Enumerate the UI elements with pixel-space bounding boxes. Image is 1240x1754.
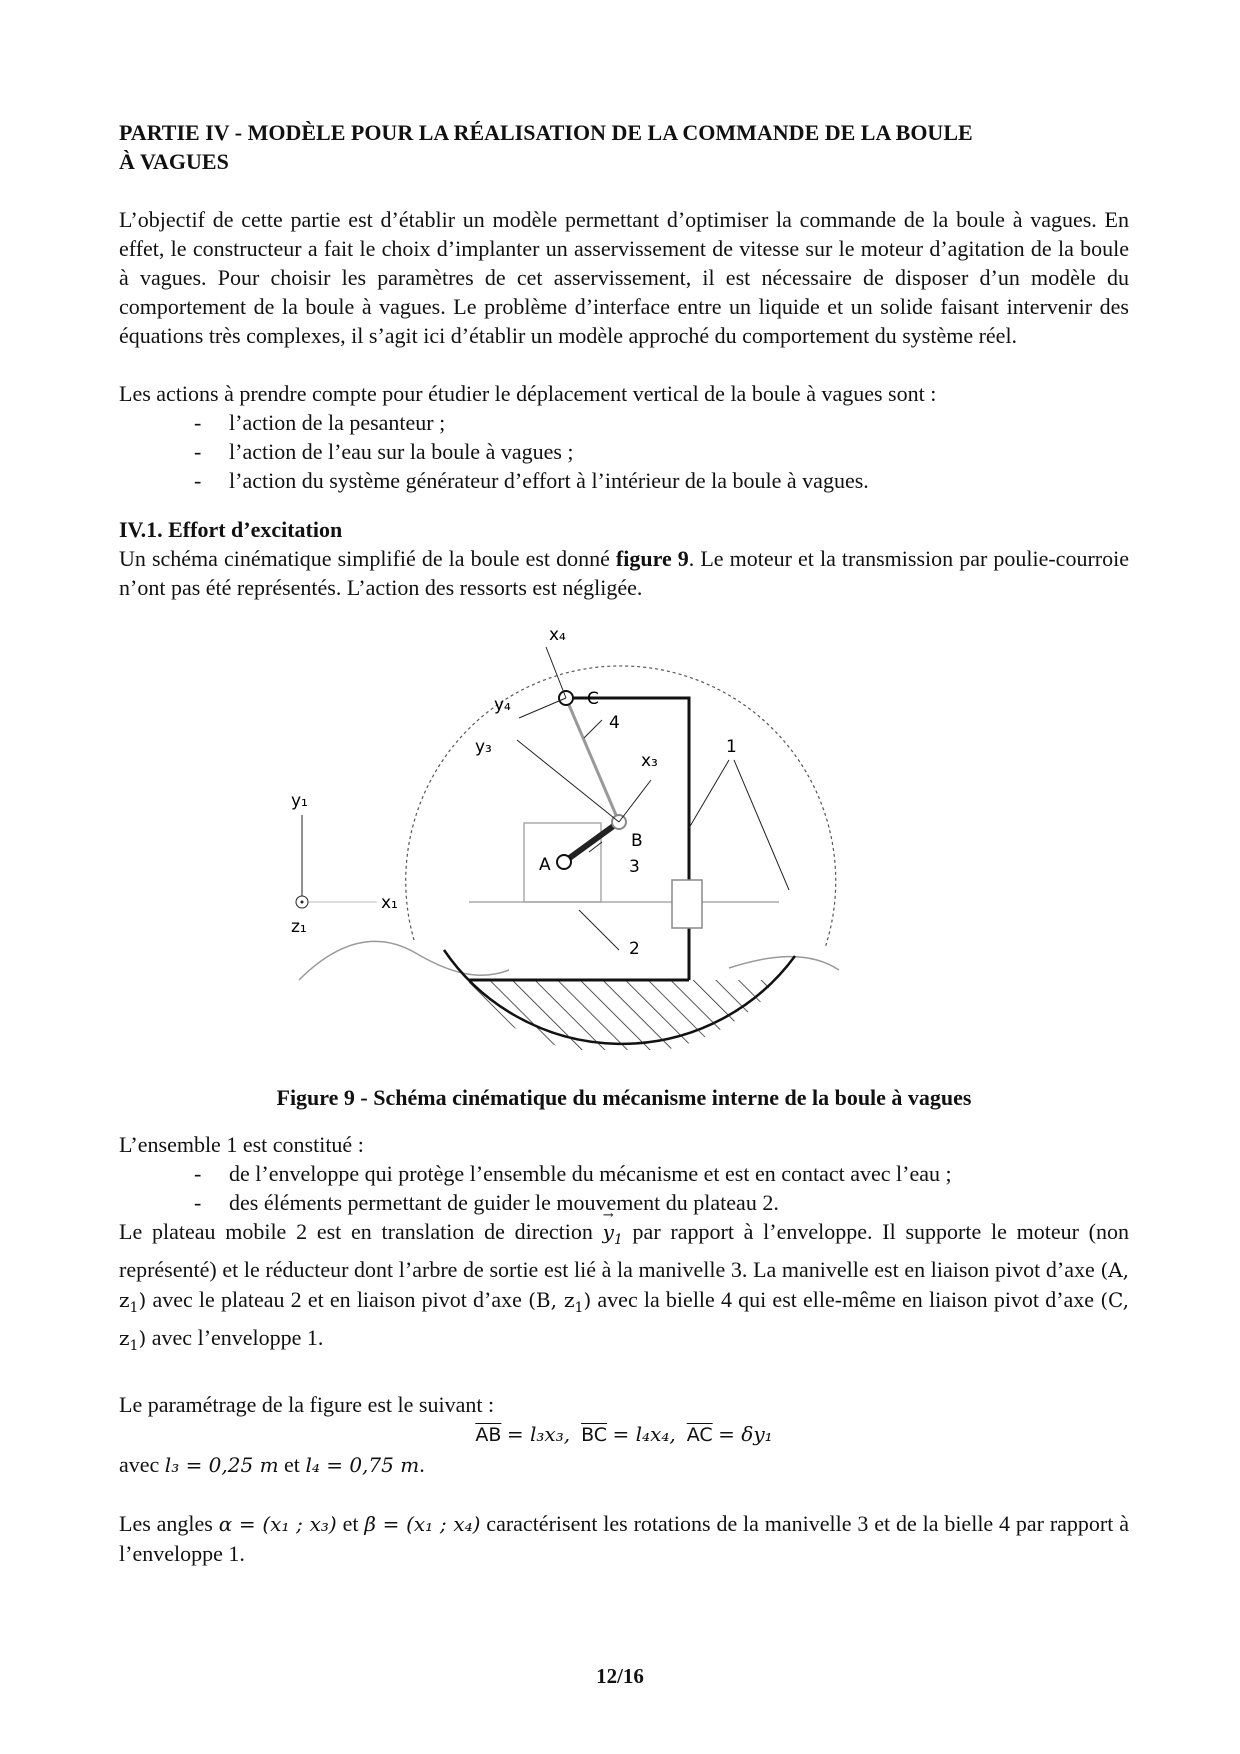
label-C: C: [587, 689, 599, 709]
intro-paragraph: L’objectif de cette partie est d’établir un modèle permettant d’optimiser la commande de la boule à vagues. En effet, le constructeur a fait le choix d’implanter un asservissement de vitesse sur le moteur d’agitation de la boule à vagues. Pour choisir les paramètres de cet asservissement, il est nécessaire de disposer d’un modèle du comportement de la boule à vagues. Le problème d’interface entre un liquide et un solide faisant intervenir des équations très complexes, il s’agit ici d’établir un modèle approché du comportement du système réel.: [119, 207, 1129, 348]
page-title: [119, 118, 1129, 176]
list-item: - de l’enveloppe qui protège l’ensemble du mécanisme et est en contact avec l’eau ;: [119, 1159, 1129, 1188]
section-text-b: . Le moteur et la transmission par poulie-courroie n’ont pas été représentés. L’action des ressorts est négligée.: [119, 546, 1129, 600]
label-1: 1: [726, 737, 737, 757]
list-item: - l’action de l’eau sur la boule à vagues ;: [119, 437, 1129, 466]
ensemble-list: [119, 1159, 1129, 1217]
ensemble-intro: L’ensemble 1 est constitué :: [119, 1132, 364, 1157]
envelope-dotted: [406, 666, 836, 948]
slider-block: [672, 880, 702, 928]
param-intro: Le paramétrage de la figure est le suivant :: [119, 1392, 495, 1417]
avec-line: avec l₃ = 0,25 m et l₄ = 0,75 m.: [119, 1452, 425, 1477]
page-content: [119, 118, 1129, 1568]
list-item: - l’action du système générateur d’effort à l’intérieur de la boule à vagues.: [119, 466, 1129, 495]
label-x1: x₁: [381, 893, 398, 913]
label-y4: y₄: [494, 695, 511, 715]
section-heading: IV.1. Effort d’excitation: [119, 517, 343, 542]
angles-paragraph: Les angles α = (x₁ ; x₃) et β = (x₁ ; x₄) caractérisent les rotations de la manivelle 3 et de la bielle 4 par rapport à l’enveloppe 1.: [119, 1511, 1129, 1566]
section-text-a: Un schéma cinématique simplifié de la boule est donné: [119, 546, 616, 571]
title-line-2: À VAGUES: [119, 149, 229, 174]
manivelle-3: [564, 822, 619, 862]
label-A: A: [539, 855, 551, 875]
figure-caption: Figure 9 - Schéma cinématique du mécanisme interne de la boule à vagues: [276, 1085, 972, 1110]
label-y3: y₃: [475, 737, 492, 757]
title-line-1: PARTIE IV - MODÈLE POUR LA RÉALISATION DE LA COMMANDE DE LA BOULE: [119, 120, 973, 145]
floor-hatch: [469, 980, 769, 1050]
label-y1: y₁: [291, 791, 308, 811]
water-surface: [299, 941, 839, 980]
plateau-paragraph: Le plateau mobile 2 est en translation de direction → $y_1$ par rapport à l’enveloppe. Il supporte le moteur (non représenté) et le réducteur dont l’arbre de sortie est lié à la manivelle 3. La manivelle est en liaison pivot d’axe (A, $z_1$) avec le plateau 2 et en liaison pivot d’axe (B, $z_1$) avec la bielle 4 qui est elle-même en liaison pivot d’axe (C, $z_1$) avec l’enveloppe 1.: [119, 1217, 1129, 1361]
page-number: 12/16: [596, 1664, 644, 1688]
list-item: - l’action de la pesanteur ;: [119, 408, 1129, 437]
label-4: 4: [609, 713, 620, 733]
figure-reference: figure 9: [615, 546, 689, 571]
section-paragraph: [119, 544, 1129, 602]
label-3: 3: [629, 857, 640, 877]
label-x3: x₃: [641, 751, 658, 771]
list-item: - des éléments permettant de guider le mouvement du plateau 2.: [119, 1188, 1129, 1217]
label-z1: z₁: [291, 917, 307, 937]
actions-intro: Les actions à prendre compte pour étudier le déplacement vertical de la boule à vagues sont :: [119, 381, 937, 406]
param-equation: $\overline{AB} = l_3x_3$, $\overline{BC} = l_4x_4$, $\overline{AC} = \delta y_1$: [475, 1422, 773, 1446]
label-x4: x₄: [549, 625, 566, 645]
joint-A: [557, 855, 571, 869]
actions-list: [119, 408, 1129, 495]
figure-9: [119, 610, 1129, 1110]
label-2: 2: [629, 939, 640, 959]
kinematic-diagram: [119, 610, 1129, 1070]
label-B: B: [631, 831, 643, 851]
